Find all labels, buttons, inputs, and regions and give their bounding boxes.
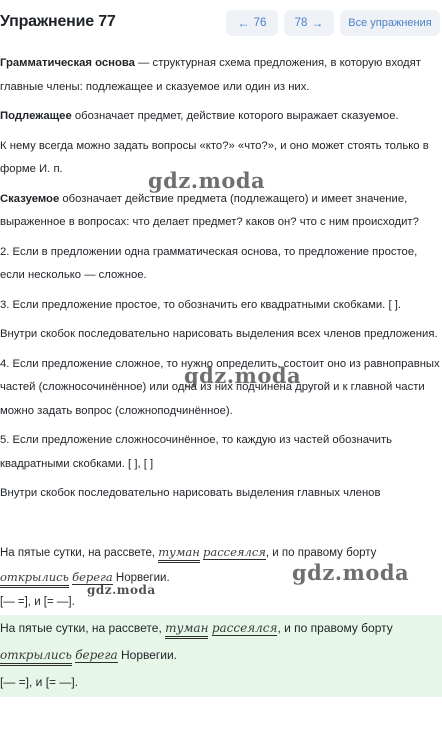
rule-subject-questions: К нему всегда можно задать вопросы «кто?» «что?», и оно может стоять только в форме И. п.	[0, 139, 429, 175]
subject-word: берега	[72, 570, 113, 584]
predicate-word: рассеялся	[211, 621, 278, 635]
example-text: Норвегии.	[112, 572, 170, 584]
answer-text: , и по правому борту	[277, 621, 393, 635]
term-grammar-basis: Грамматическая основа	[0, 57, 135, 69]
answer-scheme: [— =], и [= —].	[0, 675, 79, 689]
all-exercises-label: Все упражнения	[348, 17, 432, 29]
subject-word: туман	[158, 545, 200, 563]
all-exercises-button[interactable]	[340, 10, 440, 36]
prev-exercise-button[interactable]	[226, 10, 278, 36]
prev-exercise-label: 76	[253, 17, 267, 29]
rule-3-detail: Внутри скобок последовательно нарисовать выделения всех членов предложения.	[0, 328, 438, 340]
arrow-left-icon: ←	[237, 16, 250, 30]
watermark: gdz.moda	[184, 363, 302, 388]
watermark: gdz.moda	[292, 560, 410, 585]
watermark: gdz.moda	[148, 168, 266, 193]
example-text: На пятые сутки, на рассвете,	[0, 547, 159, 559]
rule-grammar-basis	[0, 52, 442, 99]
page-title: Упражнение 77	[0, 13, 116, 30]
rule-text: — структурная схема предложения, в которую входят главные члены: подлежащее и сказуемое или один из них.	[0, 57, 421, 93]
answer-text: Норвегии.	[117, 648, 178, 662]
next-exercise-button[interactable]	[284, 10, 334, 36]
watermark: gdz.moda	[87, 583, 156, 597]
rule-text: обозначает предмет, действие которого выражает сказуемое.	[71, 110, 399, 122]
rule-text: обозначает действие предмета (подлежащего) и имеет значение, выраженное в вопросах: что делает предмет? каков он? что с ним происходит?	[0, 192, 419, 228]
term-predicate: Сказуемое	[0, 192, 60, 205]
arrow-right-icon: →	[311, 16, 324, 30]
rule-5-detail: Внутри скобок последовательно нарисовать выделения главных членов	[0, 487, 381, 499]
example-scheme: [— =], и [= —].	[0, 596, 75, 608]
example-text: , и по правому борту	[265, 547, 377, 559]
answer-text: На пятые сутки, на рассвете,	[0, 621, 166, 635]
answer-line-1	[0, 615, 442, 642]
example-answer-box	[0, 615, 442, 697]
rule-5: 5. Если предложение сложносочинённое, то каждую из частей обозначить квадратными скобками. [ ], [ ]	[0, 434, 393, 470]
predicate-word: открылись	[0, 570, 69, 588]
rule-predicate	[0, 188, 442, 235]
rule-subject	[0, 105, 442, 129]
subject-word: берега	[75, 648, 118, 662]
rule-2: 2. Если в предложении одна грамматическая основа, то предложение простое, если несколько — сложное.	[0, 245, 418, 281]
term-subject: Подлежащее	[0, 110, 72, 122]
page-header	[0, 0, 442, 46]
rule-3: 3. Если предложение простое, то обозначить его квадратными скобками. [ ].	[0, 298, 402, 311]
rules-text	[0, 52, 442, 540]
subject-word: туман	[165, 621, 208, 639]
predicate-word: открылись	[0, 648, 72, 666]
rule-4: 4. Если предложение сложное, то нужно определить, состоит оно из равноправных частей (сложносочинённое) или одна из них подчинена другой и к главной части можно задать вопрос (сложноподчинённое).	[0, 357, 440, 417]
next-exercise-label: 78	[294, 17, 308, 29]
predicate-word: рассеялся	[203, 545, 266, 559]
answer-line-2	[0, 642, 442, 669]
